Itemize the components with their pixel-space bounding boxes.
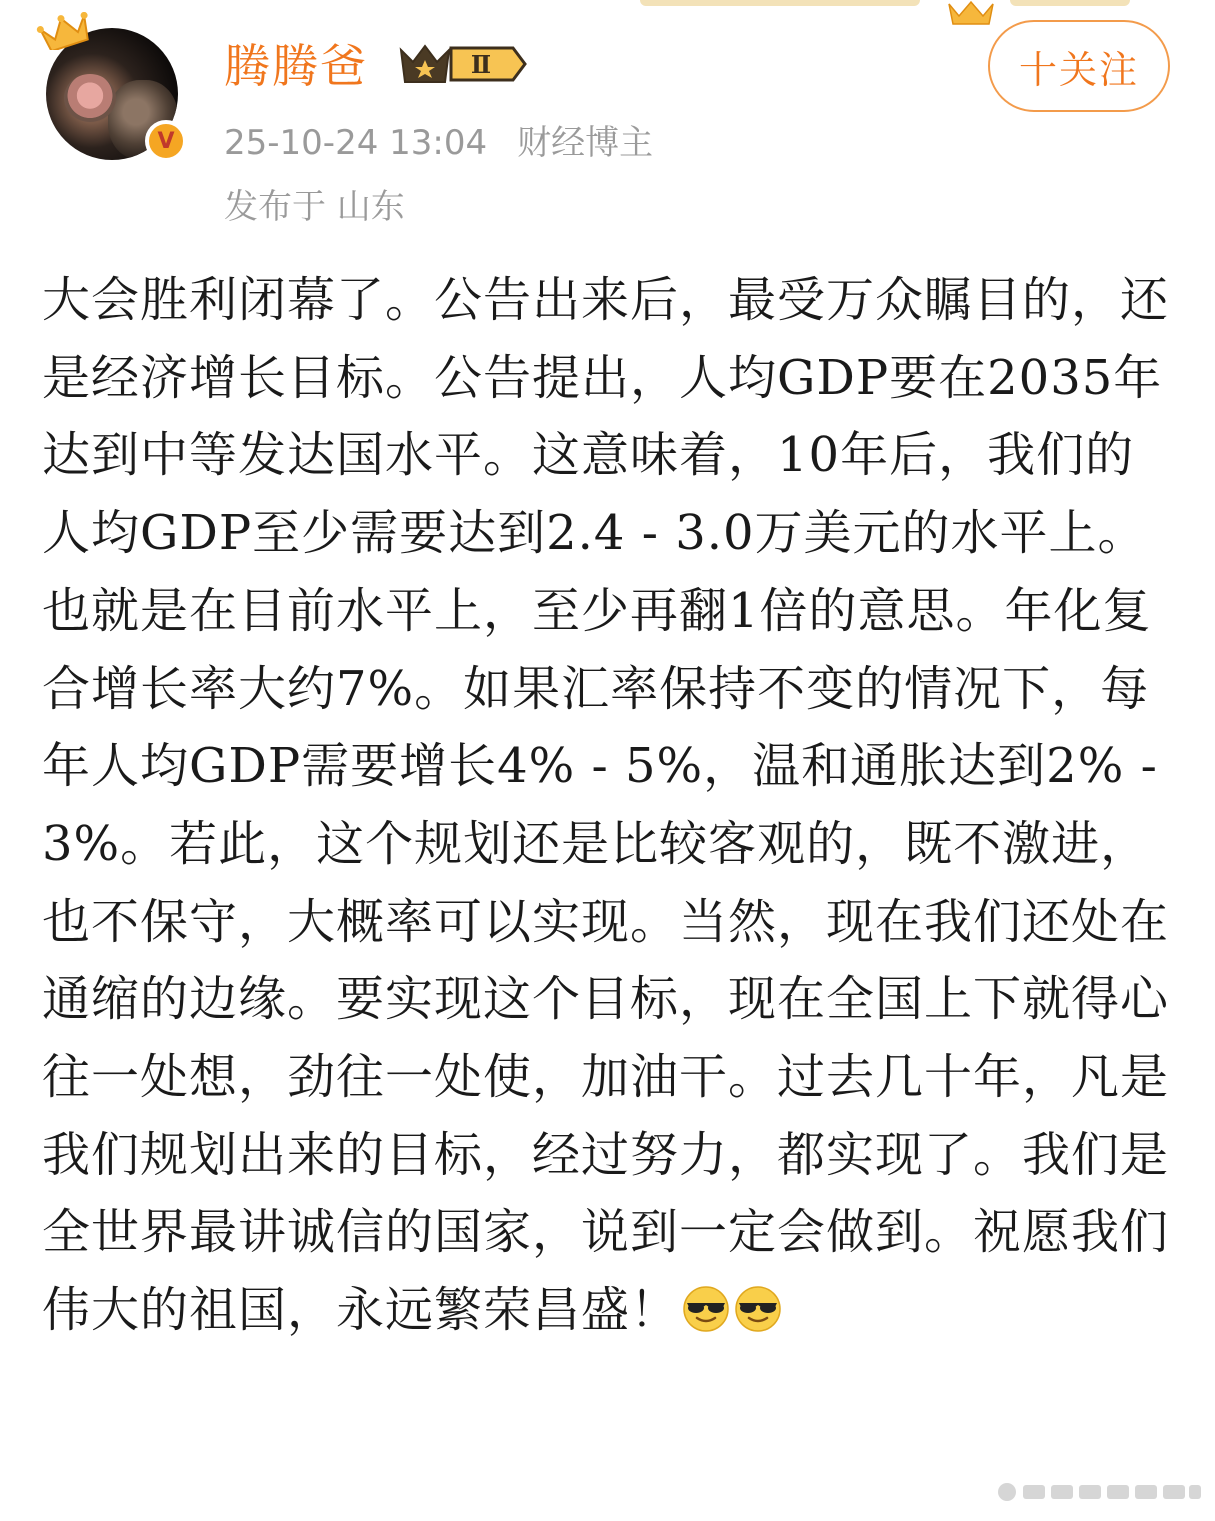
post-header <box>0 0 1215 250</box>
level-badge-icon <box>395 40 527 88</box>
sunglasses-emoji-icon <box>733 1284 783 1334</box>
follow-button[interactable]: 十关注 <box>988 20 1170 112</box>
avatar-crown-icon <box>36 12 94 50</box>
post-paragraph: 大会胜利闭幕了。公告出来后，最受万众瞩目的，还是经济增长目标。公告提出，人均GDP要在2035年达到中等发达国水平。这意味着，10年后，我们的人均GDP至少需要达到2.4 - 3.0万美元的水平上。 <box>42 272 1170 562</box>
post-paragraph <box>42 573 1177 1350</box>
level-badge-number: Ⅱ <box>470 50 492 79</box>
avatar-monkey-face <box>64 74 116 122</box>
watermark-image <box>995 1477 1205 1507</box>
avatar[interactable] <box>40 22 190 172</box>
post-timestamp[interactable]: 25-10-24 13:04 <box>224 123 488 163</box>
post-meta <box>224 120 653 166</box>
author-role: 财经博主 <box>517 123 654 163</box>
sunglasses-emoji-icon <box>681 1284 731 1334</box>
verified-badge-icon <box>145 120 187 162</box>
verified-mark: V <box>157 128 175 154</box>
post-paragraph-text: 也就是在目前水平上，至少再翻1倍的意思。年化复合增长率大约7%。如果汇率保持不变的情况下，每年人均GDP需要增长4% - 5%，温和通胀达到2% - 3%。若此，这个规划还是比较客观的，既不激进，也不保守，大概率可以实现。当然，现在我们还处在通缩的边缘。要实现这个目标，现在全国上下就得心往一处想，劲往一处使，加油干。过去几十年，凡是我们规划出来的目标，经过努力，都实现了。我们是全世界最讲诚信的国家，说到一定会做到。祝愿我们伟大的祖国，永远繁荣昌盛！ <box>42 582 1170 1339</box>
author-name[interactable]: 腾腾爸 <box>224 39 368 93</box>
post-content <box>42 262 1177 1350</box>
post-location: 发布于 山东 <box>224 187 405 227</box>
